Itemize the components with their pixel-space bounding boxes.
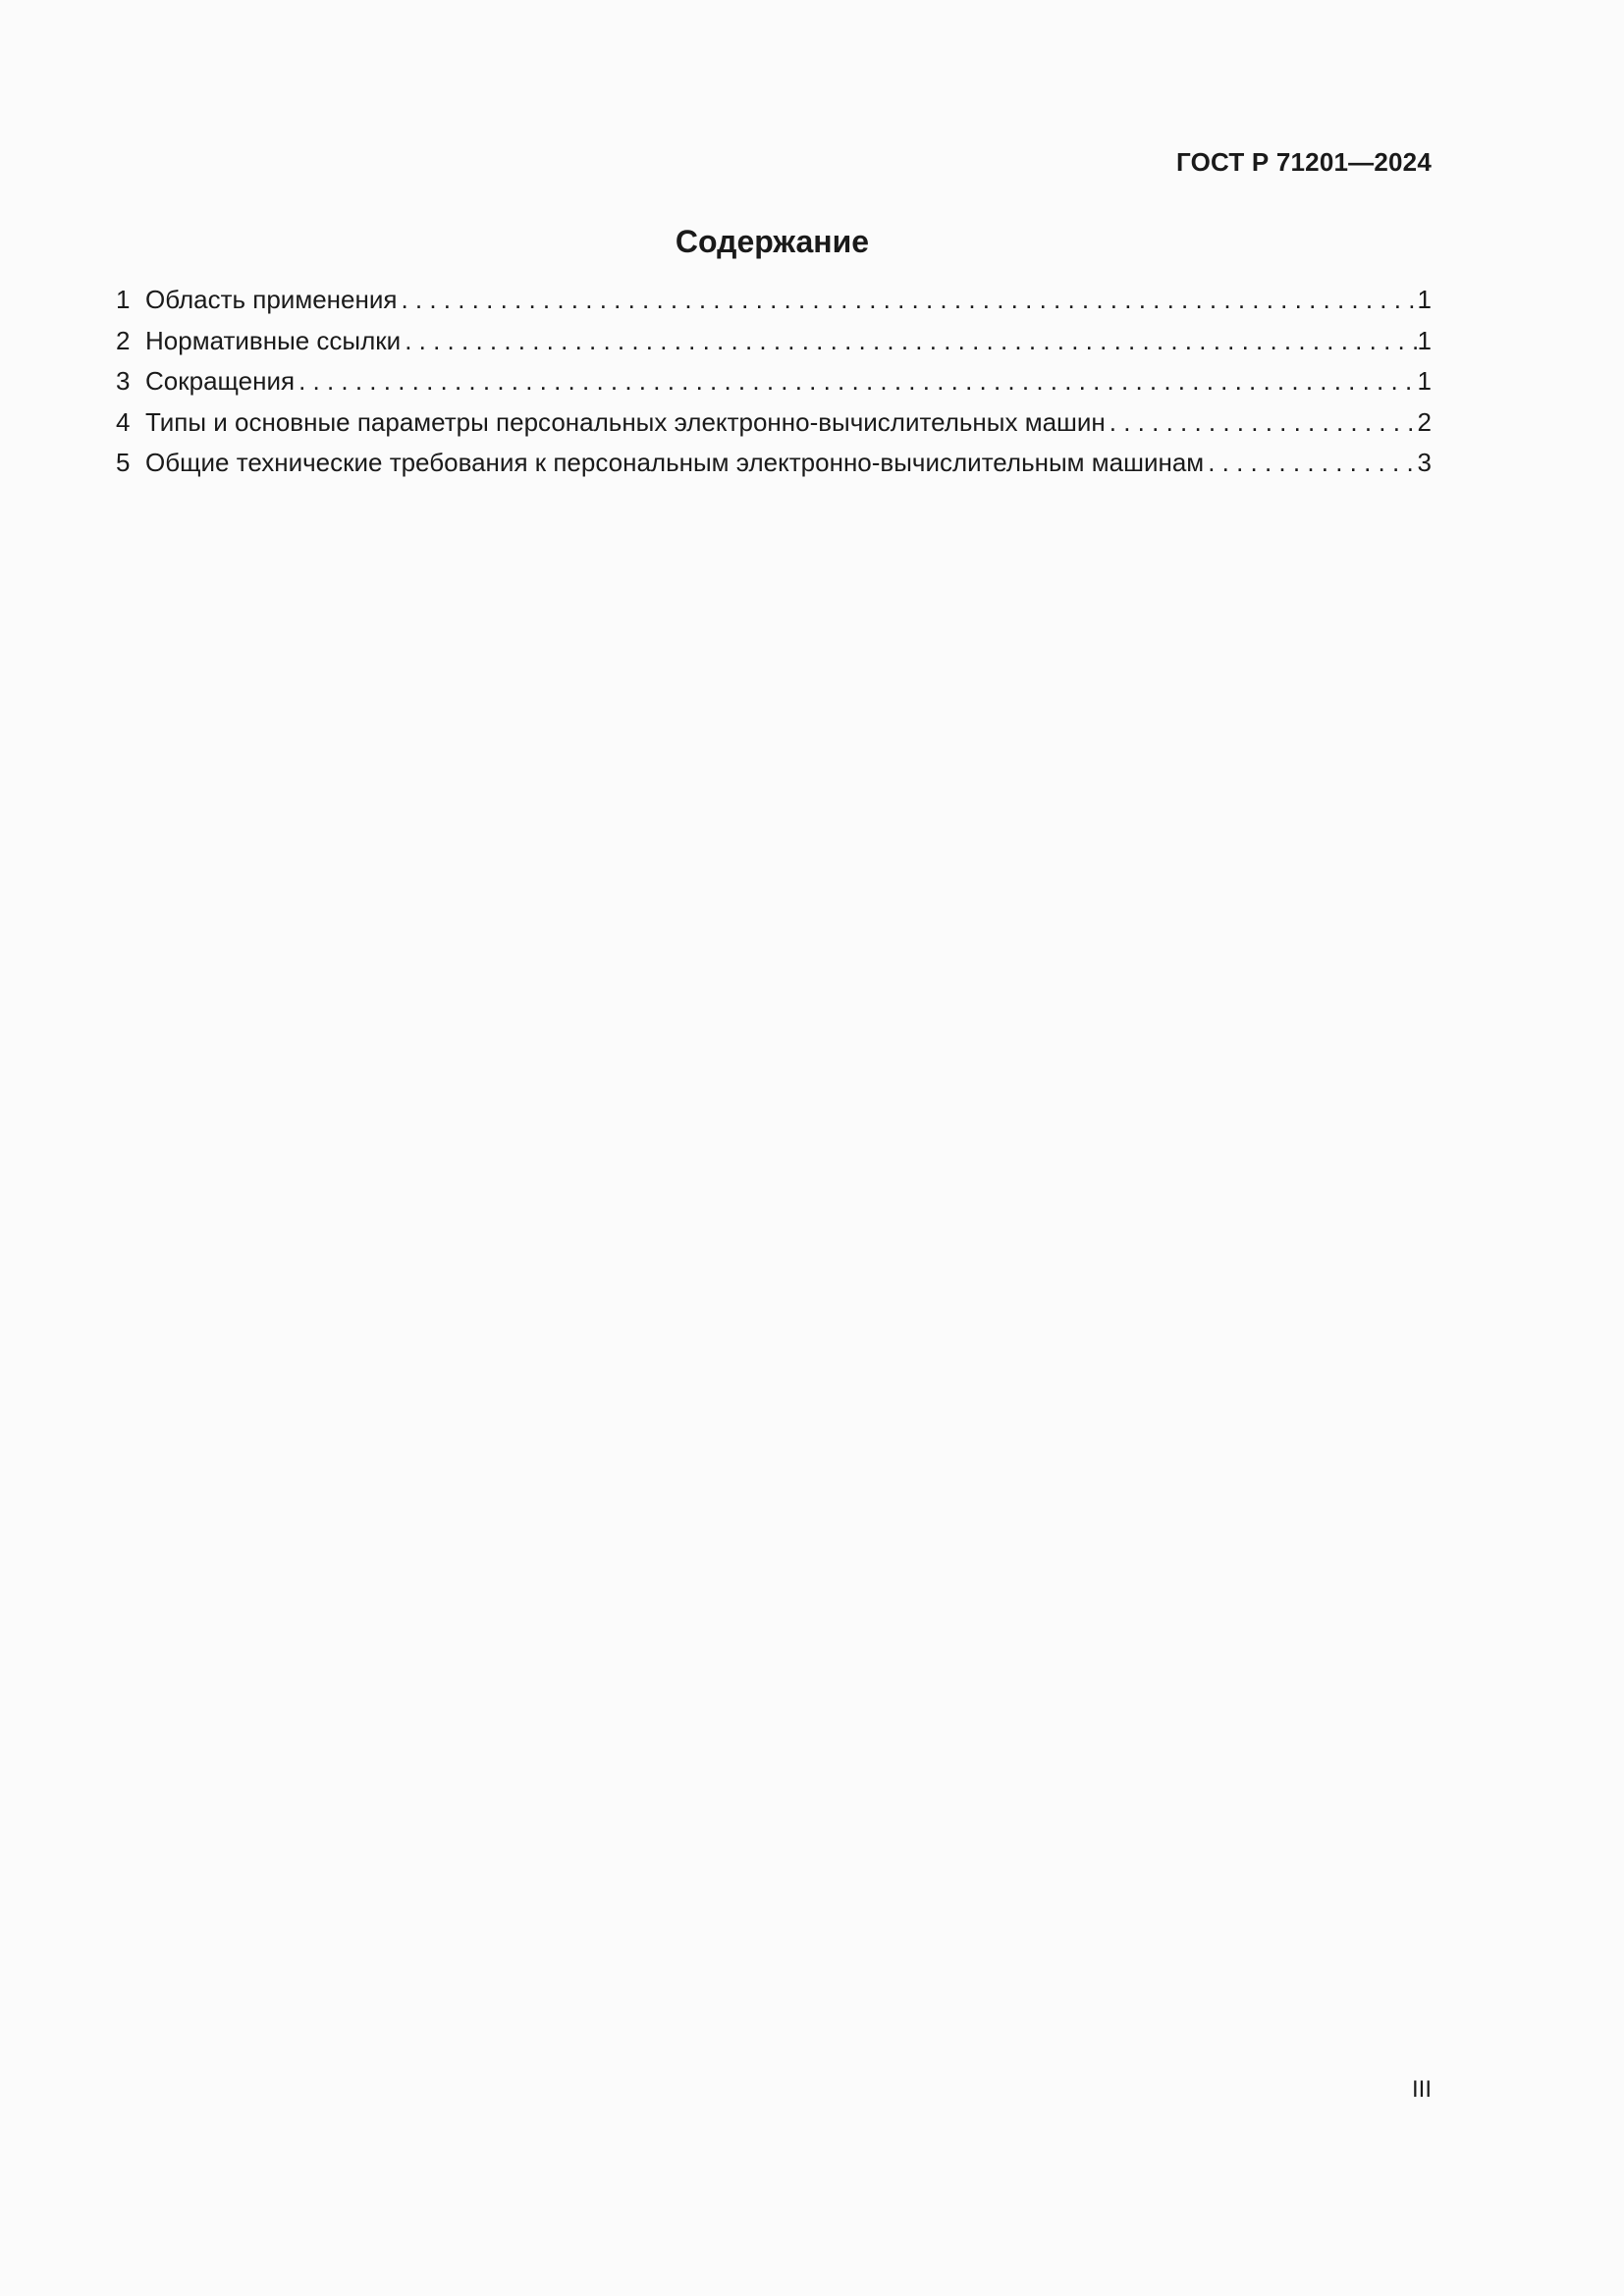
toc-title: Содержание [675, 224, 870, 259]
toc-entry-page: 3 [1417, 448, 1432, 477]
page-number: III [1411, 2076, 1432, 2103]
dot-leader [295, 366, 1417, 397]
toc-entry[interactable] [116, 326, 1432, 367]
dot-leader [401, 326, 1417, 356]
dot-leader [397, 285, 1417, 315]
toc-entry[interactable] [116, 448, 1432, 489]
toc-entry-title: Типы и основные параметры персональных электронно-вычислительных машин [145, 406, 1106, 437]
toc-entry-number: 2 [116, 325, 131, 355]
toc-entry-number: 3 [116, 366, 131, 396]
table-of-contents [116, 285, 1432, 489]
toc-entry-title: Область применения [145, 285, 398, 314]
toc-entry-number: 4 [116, 406, 131, 437]
toc-entry[interactable] [116, 366, 1432, 407]
toc-entry-number: 5 [116, 448, 131, 477]
dot-leader [1204, 448, 1417, 478]
toc-entry-page: 1 [1417, 285, 1432, 314]
toc-entry[interactable] [116, 407, 1432, 449]
dot-leader [1106, 407, 1418, 438]
document-code: ГОСТ Р 71201—2024 [1176, 147, 1432, 177]
toc-entry[interactable] [116, 285, 1432, 326]
toc-entry-title: Общие технические требования к персональным электронно-вычислительным машинам [145, 448, 1205, 477]
toc-entry-page: 1 [1417, 366, 1432, 396]
toc-entry-page: 1 [1417, 325, 1432, 355]
toc-entry-title: Сокращения [145, 366, 296, 396]
toc-entry-title: Нормативные ссылки [145, 325, 402, 355]
toc-entry-page: 2 [1417, 406, 1432, 437]
toc-entry-number: 1 [116, 285, 131, 314]
